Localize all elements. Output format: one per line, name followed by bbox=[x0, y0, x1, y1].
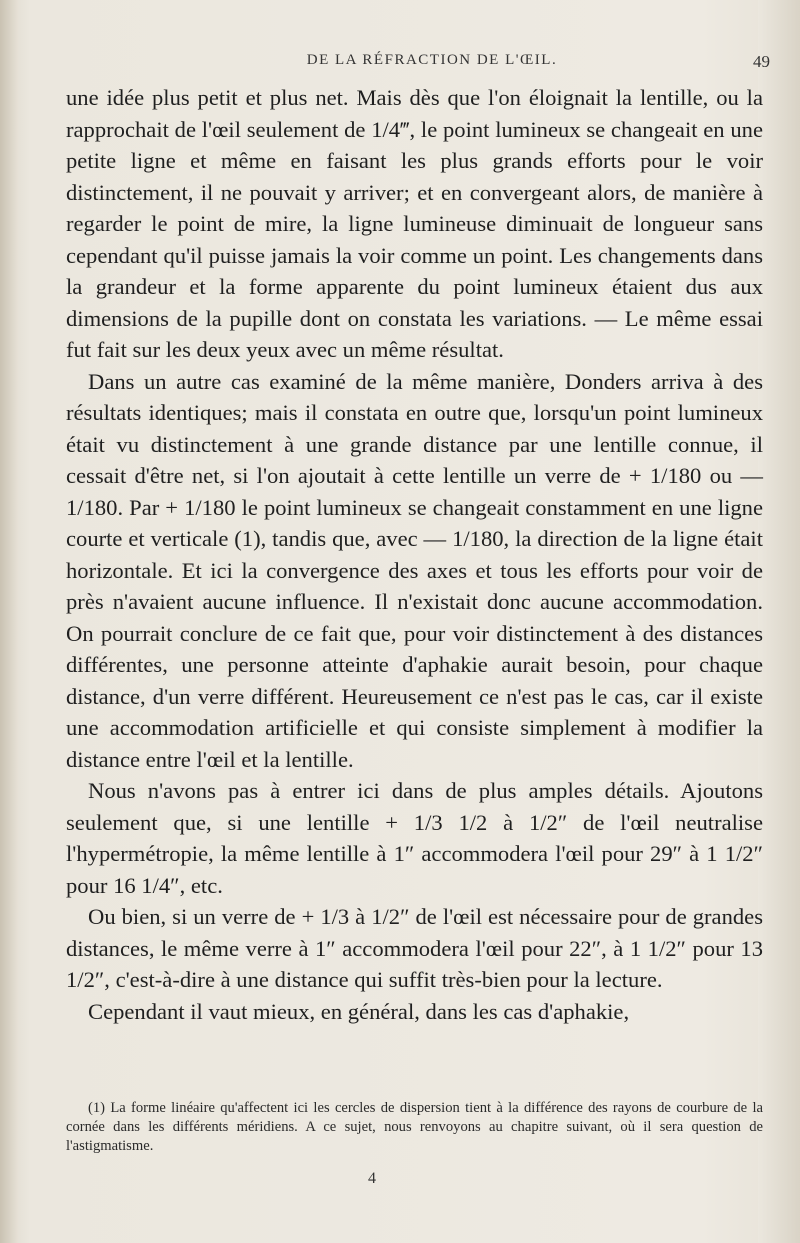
paragraph-1: une idée plus petit et plus net. Mais dès que l'on éloignait la lentille, ou la rapprochait de l'œil seulement de 1/4‴, le point lumineux se changeait en une petite ligne et même en faisant les plus grands efforts pour le voir distinctement, il ne pouvait y arriver; et en convergeant alors, de manière à regarder le point de mire, la ligne lumineuse diminuait de longueur sans cependant qu'il puisse jamais la voir comme un point. Les changements dans la grandeur et la forme apparente du point lumineux étaient dus aux dimensions de la pupille dont on constata les variations. — Le même essai fut fait sur les deux yeux avec un même résultat. bbox=[66, 85, 763, 362]
paragraph-2: Dans un autre cas examiné de la même manière, Donders arriva à des résultats identiques; mais il constata en outre que, lorsqu'un point lumineux était vu distinctement à une grande distance par une lentille connue, il cessait d'être net, si l'on ajoutait à cette lentille un verre de + 1/180 ou — 1/180. Par + 1/180 le point lumineux se changeait constamment en une ligne courte et verticale (1), tandis que, avec — 1/180, la direction de la ligne était horizontale. Et ici la convergence des axes et tous les efforts pour voir de près n'avaient aucune influence. Il n'existait donc aucune accommodation. On pourrait conclure de ce fait que, pour voir distinctement à des distances différentes, une personne atteinte d'aphakie aurait besoin, pour chaque distance, d'un verre différent. Heureusement ce n'est pas le cas, car il existe une accommodation artificielle et qui consiste simplement à modifier la distance entre l'œil et la lentille. bbox=[66, 368, 763, 772]
body-text bbox=[66, 82, 763, 1027]
paragraph-3: Nous n'avons pas à entrer ici dans de plus amples détails. Ajoutons seulement que, si une lentille + 1/3 1/2 à 1/2″ de l'œil neutralise l'hypermétropie, la même lentille à 1″ accommodera l'œil pour 29″ à 1 1/2″ pour 16 1/4″, etc. bbox=[66, 778, 763, 898]
page-binding-shadow bbox=[0, 0, 18, 1243]
page-header bbox=[94, 52, 770, 78]
running-title: DE LA RÉFRACTION DE L'ŒIL. bbox=[306, 52, 558, 68]
paragraph-5: Cependant il vaut mieux, en général, dans les cas d'aphakie, bbox=[88, 998, 630, 1024]
footnote-1: (1) La forme linéaire qu'affectent ici les cercles de dispersion tient à la différence des rayons de courbure de la cornée dans les différents méridiens. A ce sujet, nous renvoyons au chapitre suivant, où il sera question de l'astigmatisme. bbox=[66, 1100, 763, 1154]
paragraph-4: Ou bien, si un verre de + 1/3 à 1/2″ de l'œil est nécessaire pour de grandes distances, le même verre à 1″ accommodera l'œil pour 22″, à 1 1/2″ pour 13 1/2″, c'est-à-dire à une distance qui suffit très-bien pour la lecture. bbox=[66, 904, 763, 992]
page-number: 49 bbox=[753, 52, 770, 71]
footnotes bbox=[66, 1099, 763, 1156]
page-edge-shadow bbox=[758, 0, 800, 1243]
signature-mark: 4 bbox=[368, 1170, 376, 1187]
